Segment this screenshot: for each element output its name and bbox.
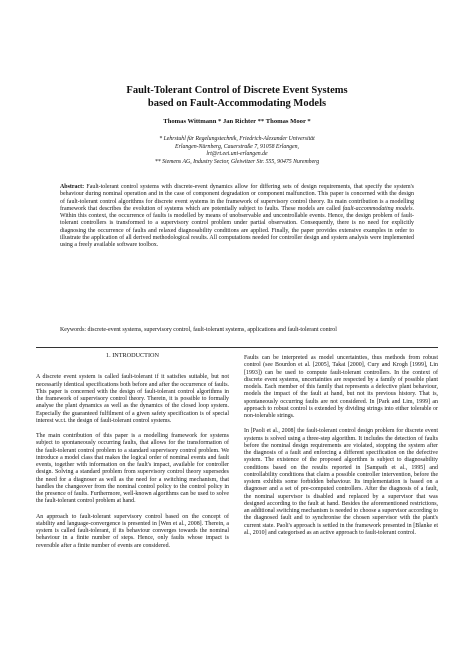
- right-paragraph-2: In [Paoli et al., 2008] the fault-tolerant control design problem for discrete event systems is solved using a three-step algorithm. It includes the detection of faults before the nominal design requirements are violated, stopping the system after the diagnosis of a fault and enforcing a different specification on the defective system. The existence of the proposed algorithm is subject to diagnosability conditions based on the results reported in [Sampath et al., 1995] and controllability conditions that claim a possible controller intervention, before the system exhibits some forbidden behaviour. Its implementation is based on a diagnoser and a set of pre-computed controllers. After the diagnosis of a fault, the nominal supervisor is disabled and replaced by a supervisor that was designed according to the fault at hand. Besides the aforementioned restrictions, an additional switching mechanism is needed to choose a supervisor according to the diagnosed fault and to synchronise the chosen supervisor with the plant's current state. Paoli's approach is settled in the framework presented in [Blanke et al., 2010] and categorised as an active approach to fault-tolerant control.: [244, 428, 438, 536]
- section-heading-introduction: 1. INTRODUCTION: [106, 352, 159, 359]
- affiliation-line-4: ** Siemens AG, Industry Sector, Gleiwitzer Str. 555, 90475 Nuremberg: [154, 158, 320, 165]
- paper-title: [40, 84, 434, 110]
- intro-paragraph-1: A discrete event system is called fault-tolerant if it satisfies suitable, but not necessarily identical specifications both before and after the occurrence of faults. This paper is concerned with the design of fault-tolerant control algorithms in the framework of supervisory control theory. Therein, it is possible to formally analyse the plant dynamics as well as the dynamics of the closed loop system. Especially the guaranteed fulfilment of a given safety specification is of special interest w.r.t. the design of fault-tolerant control systems.: [36, 374, 229, 424]
- affiliations: [70, 136, 404, 166]
- affiliation-line-1: * Lehrstuhl für Regelungstechnik, Friedrich-Alexander Universität: [159, 136, 315, 142]
- author-list: Thomas Wittmann * Jan Richter ** Thomas Moor *: [163, 118, 311, 125]
- intro-paragraph-3: An approach to fault-tolerant supervisory control based on the concept of stability and language-convergence is presented in [Wen et al., 2008]. Therein, a system is called fault-tolerant, if its behaviour converges towards the nominal behaviour in a finite number of steps. Hence, only faults whose impact is reversible after a finite number of events are considered.: [36, 513, 229, 549]
- intro-paragraph-2: The main contribution of this paper is a modelling framework for systems subject to spontaneously occurring faults, that allows for the transformation of the fault-tolerant control problem to a standard supervisory control problem. We introduce a model class that makes the logical order of nominal events and fault events, together with information on the fault's impact, available for controller design. Solving a standard problem from supervisory control theory supersedes the need for a diagnoser as well as the need for a switching mechanism, that handles the changeover from the nominal control policy to the control policy in the presence of faults. Furthermore, well-known algorithms can be used to solve the fault-tolerant control problem at hand.: [36, 433, 229, 505]
- title-line-2: based on Fault-Accommodating Models: [147, 98, 327, 109]
- left-column: [36, 352, 229, 558]
- abstract-emphasis: fault-accommodating models: [342, 205, 413, 212]
- abstract-text-part-2: . Within this context, the occurrence of faults is modelled by means of unobservable and uncontrollable events. Hence, the design problem of fault-tolerant controllers is transformed to a supervisory control problem under partial observation. Consequently, there is no need for explicitly diagnosing the occurrence of faults and relaxed diagnosability conditions are applied. Finally, the paper provides extensive examples in order to illustrate the application of all derived methodological results. All computations needed for controller design and system analysis were implemented using a freely available software toolbox.: [60, 205, 414, 248]
- abstract-label: Abstract:: [60, 184, 85, 190]
- right-column: [244, 355, 438, 545]
- abstract-text-part-1: Fault-tolerant control systems with discrete-event dynamics allow for differing sets of design requirements, that specify the system's behaviour during nominal operation and in the case of component degradation or component malfunction. This paper is concerned with the design of fault-tolerant control algorithms for discrete event systems in the framework of supervisory control theory. Its main contribution is a modelling framework that describes the evolution of systems which are potentially subject to faults. These models are called: [60, 184, 414, 212]
- right-paragraph-1: Faults can be interpreted as model uncertainties, thus methods from robust control (see Bourdon et al. [2005], Takai [2000], Cury and Krogh [1999], Lin [1993]) can be used to compute fault-tolerant controllers. In the context of discrete event systems, uncertainties are respected by a family of possible plant models. Each member of this family that represents a defective plant behaviour, models the impact of the fault at hand, but not its previous history. That is, spontaneously occurring faults are not considered. In [Park and Lim, 1999] an approach to robust control is extended by dividing strings into either tolerable or non-tolerable strings.: [244, 355, 438, 419]
- affiliation-email: lrt@rt.eei.uni-erlangen.de: [206, 151, 268, 158]
- keywords: Keywords: discrete-event systems, supervisory control, fault-tolerant systems, applications and fault-tolerant control: [60, 327, 337, 333]
- abstract: [60, 184, 414, 249]
- title-line-1: Fault-Tolerant Control of Discrete Event Systems: [126, 85, 348, 96]
- header-divider: [36, 347, 438, 348]
- affiliation-line-2: Erlangen-Nürnberg, Cauerstraße 7, 91058 Erlangen,: [175, 143, 299, 150]
